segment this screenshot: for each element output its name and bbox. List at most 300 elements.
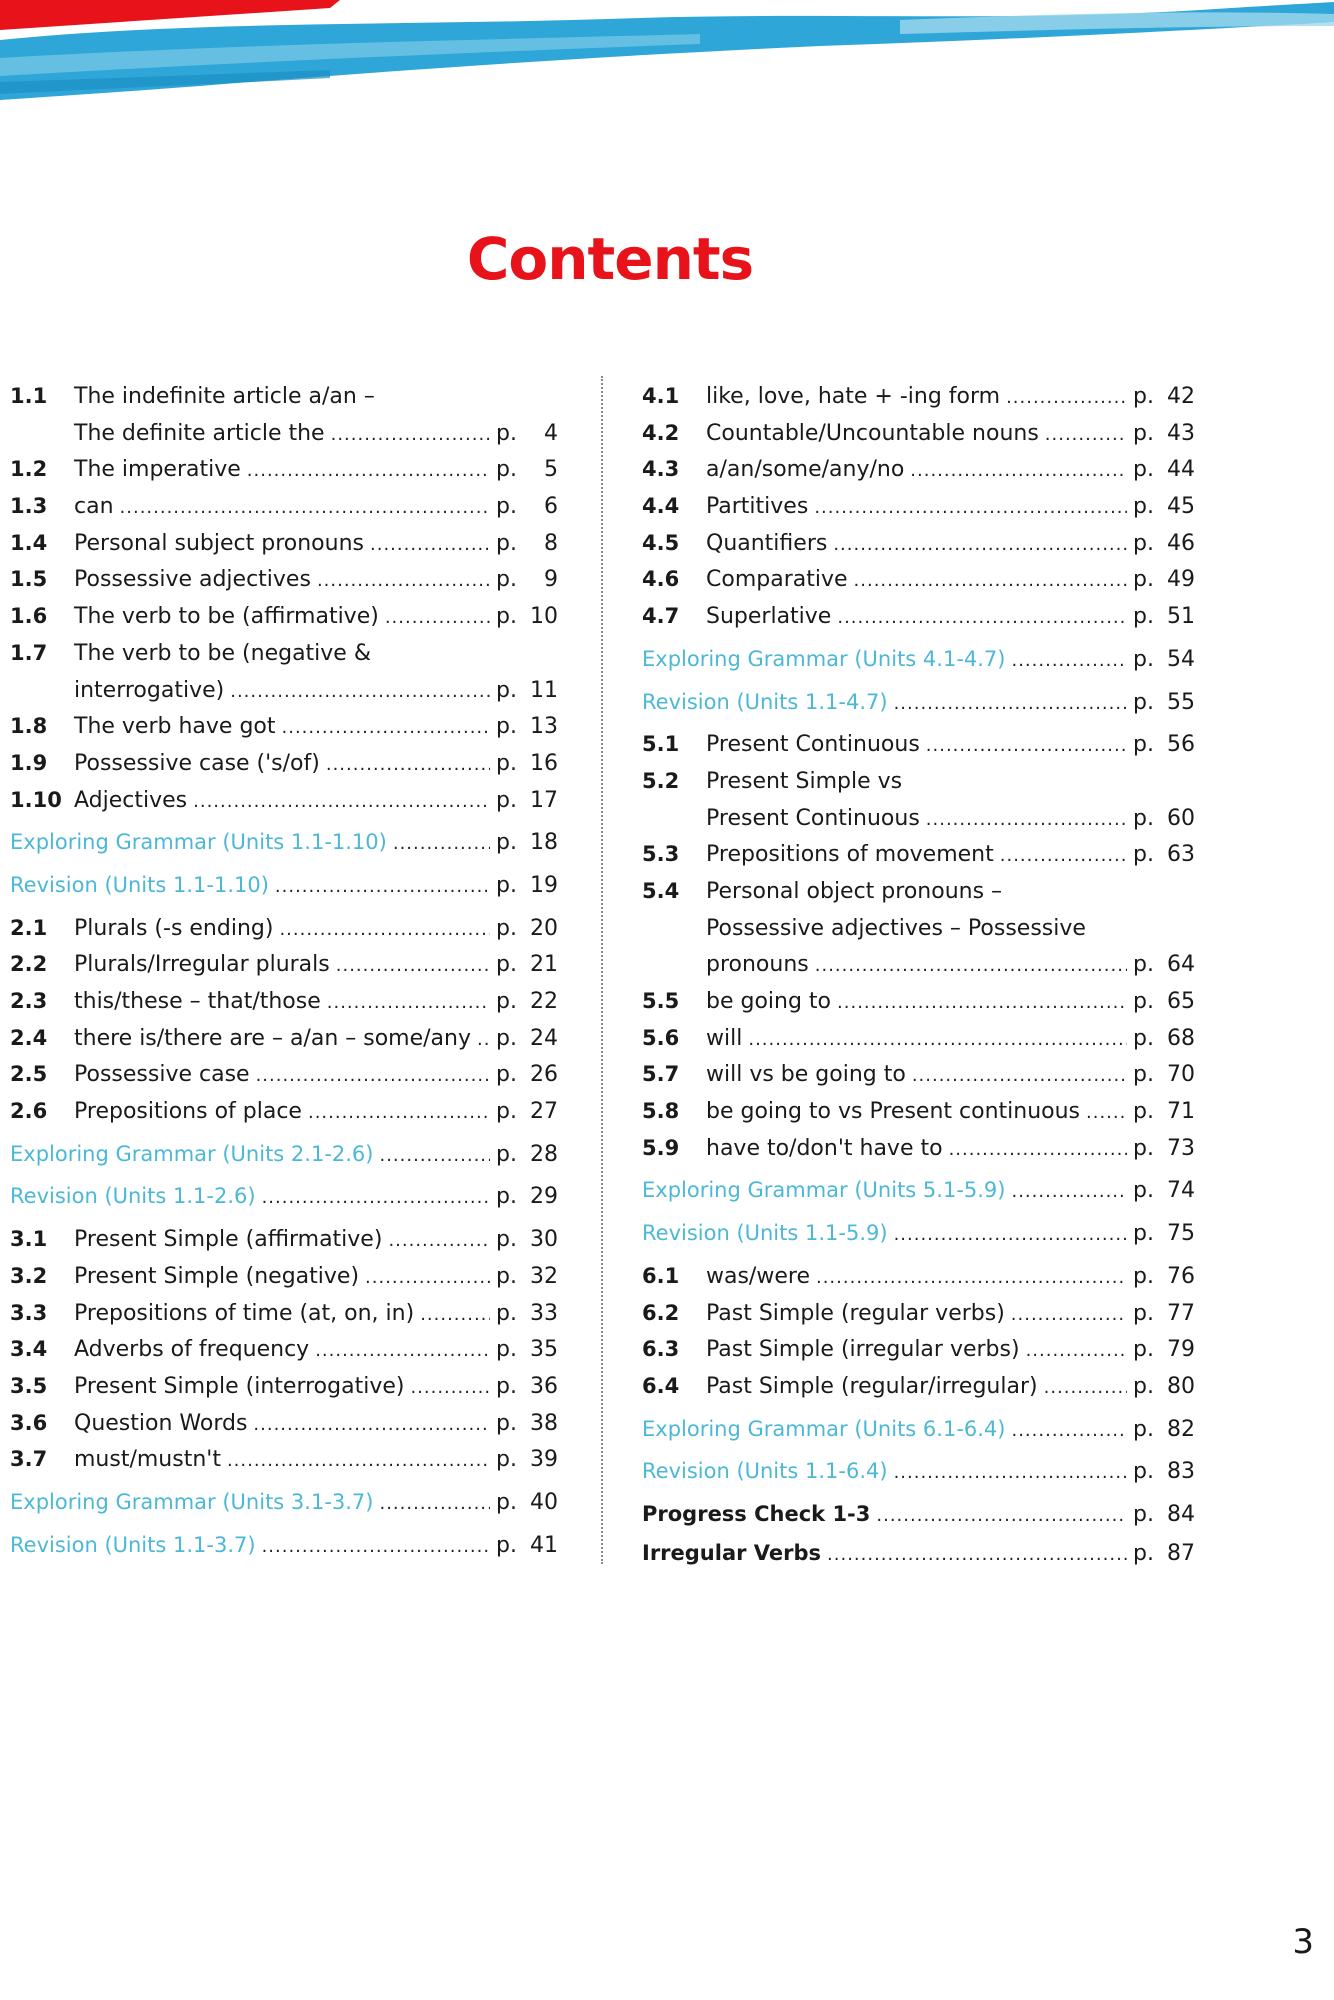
entry-title: Present Simple (affirmative) <box>74 1227 383 1253</box>
toc-section-entry <box>642 684 1195 721</box>
entry-title: Exploring Grammar (Units 5.1-5.9) <box>642 1178 1006 1203</box>
dot-leader <box>385 600 490 637</box>
toc-entry <box>10 488 558 525</box>
dot-leader <box>926 728 1127 765</box>
toc-row <box>642 641 1195 678</box>
entry-title: there is/there are – a/an – some/any <box>74 1025 471 1051</box>
dot-leader <box>365 1260 490 1297</box>
entry-title: Past Simple (regular verbs) <box>706 1300 1005 1326</box>
page-ref: 54 <box>1167 646 1195 672</box>
unit-number: 4.6 <box>642 567 680 592</box>
unit-number: 4.3 <box>642 457 680 482</box>
page-prefix: p. <box>1133 842 1154 868</box>
entry-title: Prepositions of movement <box>706 842 994 868</box>
toc-row <box>10 1093 558 1130</box>
page-ref: 70 <box>1167 1062 1195 1088</box>
dot-leader <box>388 1223 490 1260</box>
dot-leader <box>814 490 1127 527</box>
dot-leader <box>854 563 1127 600</box>
dot-leader <box>315 1333 490 1370</box>
page-prefix: p. <box>496 1337 517 1363</box>
page-ref: 19 <box>530 872 558 898</box>
toc-section-entry <box>642 1215 1195 1252</box>
toc-row <box>10 983 558 1020</box>
dot-leader <box>393 826 490 863</box>
page-prefix: p. <box>1133 494 1154 520</box>
page-ref: 46 <box>1167 530 1195 556</box>
toc-entry <box>10 1295 558 1332</box>
page-ref: 20 <box>530 915 558 941</box>
page-prefix: p. <box>496 1373 517 1399</box>
page-prefix: p. <box>1133 1025 1154 1051</box>
toc-entry <box>10 1441 558 1478</box>
page-prefix: p. <box>496 1184 517 1210</box>
page-ref: 56 <box>1167 732 1195 758</box>
unit-number: 3.3 <box>10 1300 48 1325</box>
page-prefix: p. <box>1133 1373 1154 1399</box>
toc-row <box>642 561 1195 598</box>
page-ref: 36 <box>530 1373 558 1399</box>
page-ref: 39 <box>530 1447 558 1473</box>
toc-entry <box>642 598 1195 635</box>
page-ref: 71 <box>1167 1099 1195 1125</box>
entry-title: must/mustn't <box>74 1447 221 1473</box>
toc-row <box>10 415 558 452</box>
toc-section-entry <box>10 824 558 861</box>
page-prefix: p. <box>1133 646 1154 672</box>
toc-entry <box>10 1368 558 1405</box>
toc-row <box>10 1221 558 1258</box>
toc-entry <box>10 946 558 983</box>
page-prefix: p. <box>1133 1540 1154 1566</box>
page-prefix: p. <box>496 1099 517 1125</box>
dot-leader <box>894 1455 1127 1492</box>
entry-title: was/were <box>706 1263 810 1289</box>
page-number: 3 <box>1292 1922 1314 1962</box>
unit-number: 3.7 <box>10 1447 48 1472</box>
entry-title: Possessive adjectives <box>74 567 311 593</box>
toc-row <box>642 800 1195 837</box>
page-prefix: p. <box>1133 1135 1154 1161</box>
dot-leader <box>748 1022 1127 1059</box>
page-prefix: p. <box>496 530 517 556</box>
entry-title: Adverbs of frequency <box>74 1337 310 1363</box>
page-prefix: p. <box>496 567 517 593</box>
toc-row <box>10 1441 558 1478</box>
column-divider <box>601 376 603 1564</box>
dot-leader <box>256 1058 490 1095</box>
dot-leader <box>816 1260 1127 1297</box>
dot-leader <box>1011 1174 1127 1211</box>
page-ref: 80 <box>1167 1373 1195 1399</box>
page-prefix: p. <box>1133 805 1154 831</box>
entry-title: Possessive adjectives – Possessive <box>706 915 1086 941</box>
entry-title: have to/don't have to <box>706 1135 943 1161</box>
page-prefix: p. <box>496 1263 517 1289</box>
dot-leader <box>379 1486 490 1523</box>
toc-row <box>642 836 1195 873</box>
dot-leader <box>477 1022 490 1059</box>
toc-entry <box>10 745 558 782</box>
page-prefix: p. <box>496 915 517 941</box>
toc-row <box>10 745 558 782</box>
page-ref: 76 <box>1167 1263 1195 1289</box>
dot-leader <box>833 527 1127 564</box>
unit-number: 1.2 <box>10 457 48 482</box>
toc-entry <box>642 983 1195 1020</box>
dot-leader <box>1011 643 1127 680</box>
page-ref: 13 <box>530 714 558 740</box>
page-prefix: p. <box>496 952 517 978</box>
toc-entry <box>642 378 1195 415</box>
page-prefix: p. <box>496 714 517 740</box>
toc-row <box>10 488 558 525</box>
entry-title: can <box>74 494 114 520</box>
toc-entry <box>642 451 1195 488</box>
page-prefix: p. <box>1133 952 1154 978</box>
entry-title: Comparative <box>706 567 848 593</box>
entry-title: The imperative <box>74 457 241 483</box>
toc-entry <box>642 1093 1195 1130</box>
page-ref: 79 <box>1167 1337 1195 1363</box>
entry-title: Exploring Grammar (Units 1.1-1.10) <box>10 830 387 855</box>
toc-row <box>10 1331 558 1368</box>
toc-bold-entry <box>642 1496 1195 1533</box>
entry-title: Possessive case ('s/of) <box>74 750 320 776</box>
page-prefix: p. <box>496 1489 517 1515</box>
toc-entry <box>10 525 558 562</box>
dot-leader <box>837 600 1127 637</box>
entry-title: Possessive case <box>74 1062 250 1088</box>
page-prefix: p. <box>1133 1221 1154 1247</box>
unit-number: 1.10 <box>10 787 62 812</box>
toc-row <box>10 1295 558 1332</box>
page-prefix: p. <box>496 1410 517 1436</box>
dot-leader <box>827 1537 1127 1574</box>
contents-left-column <box>10 378 558 1569</box>
page-ref: 32 <box>530 1263 558 1289</box>
entry-title: Past Simple (irregular verbs) <box>706 1337 1020 1363</box>
page-ref: 63 <box>1167 842 1195 868</box>
page-prefix: p. <box>496 872 517 898</box>
unit-number: 4.5 <box>642 530 680 555</box>
dot-leader <box>262 1180 490 1217</box>
entry-title: will <box>706 1025 743 1051</box>
toc-row <box>10 1056 558 1093</box>
dot-leader <box>1086 1095 1127 1132</box>
unit-number: 5.8 <box>642 1099 680 1124</box>
unit-number: 5.6 <box>642 1025 680 1050</box>
dot-leader <box>308 1095 490 1132</box>
entry-title: Exploring Grammar (Units 2.1-2.6) <box>10 1141 374 1166</box>
page-prefix: p. <box>1133 1300 1154 1326</box>
page-ref: 38 <box>530 1410 558 1436</box>
page-prefix: p. <box>1133 1178 1154 1204</box>
toc-entry <box>642 1258 1195 1295</box>
toc-row <box>10 672 558 709</box>
dot-leader <box>282 710 491 747</box>
unit-number: 2.6 <box>10 1099 48 1124</box>
toc-entry <box>10 983 558 1020</box>
unit-number: 2.3 <box>10 989 48 1013</box>
page-prefix: p. <box>1133 1062 1154 1088</box>
entry-title: Progress Check 1-3 <box>642 1501 871 1526</box>
entry-title: Personal subject pronouns <box>74 530 364 556</box>
toc-entry <box>10 635 558 708</box>
toc-bold-entry <box>642 1535 1195 1572</box>
entry-title: Present Simple (interrogative) <box>74 1373 405 1399</box>
toc-row <box>642 1172 1195 1209</box>
unit-number: 5.7 <box>642 1062 680 1087</box>
entry-title: Plurals/Irregular plurals <box>74 952 330 978</box>
page-prefix: p. <box>496 750 517 776</box>
page-ref: 26 <box>530 1062 558 1088</box>
unit-number: 1.6 <box>10 604 48 629</box>
toc-entry <box>10 1056 558 1093</box>
entry-title: Revision (Units 1.1-4.7) <box>642 689 888 714</box>
unit-number: 3.6 <box>10 1410 48 1435</box>
toc-entry <box>10 1020 558 1057</box>
entry-title: Revision (Units 1.1-5.9) <box>642 1221 888 1246</box>
entry-title: Prepositions of place <box>74 1099 302 1125</box>
page-ref: 77 <box>1167 1300 1195 1326</box>
page-ref: 33 <box>530 1300 558 1326</box>
dot-leader <box>120 490 490 527</box>
page-ref: 75 <box>1167 1221 1195 1247</box>
toc-row <box>10 1020 558 1057</box>
dot-leader <box>247 453 490 490</box>
entry-title: Superlative <box>706 604 832 630</box>
page-ref: 11 <box>530 677 558 703</box>
toc-row <box>10 910 558 947</box>
page-ref: 73 <box>1167 1135 1195 1161</box>
toc-entry <box>642 873 1195 983</box>
entry-title: Revision (Units 1.1-2.6) <box>10 1184 256 1209</box>
dot-leader <box>926 802 1127 839</box>
unit-number: 1.4 <box>10 530 48 555</box>
page-ref: 68 <box>1167 1025 1195 1051</box>
toc-row <box>642 1215 1195 1252</box>
unit-number: 3.2 <box>10 1263 48 1288</box>
toc-row <box>642 1411 1195 1448</box>
toc-entry <box>642 726 1195 763</box>
page-prefix: p. <box>1133 989 1154 1014</box>
entry-title: Present Continuous <box>706 732 920 758</box>
page-ref: 9 <box>544 567 558 593</box>
toc-row <box>642 1535 1195 1572</box>
entry-title: be going to vs Present continuous <box>706 1099 1081 1125</box>
page-ref: 16 <box>530 750 558 776</box>
toc-row <box>642 1295 1195 1332</box>
page-prefix: p. <box>496 1141 517 1167</box>
unit-number: 2.1 <box>10 915 48 940</box>
entry-title: The verb have got <box>74 714 276 740</box>
toc-entry <box>10 378 558 451</box>
toc-entry <box>10 451 558 488</box>
toc-entry <box>10 1093 558 1130</box>
page-ref: 6 <box>544 494 558 520</box>
entry-title: Prepositions of time (at, on, in) <box>74 1300 415 1326</box>
toc-entry <box>642 415 1195 452</box>
page-ref: 10 <box>530 604 558 630</box>
entry-title: Present Simple (negative) <box>74 1263 360 1289</box>
dot-leader <box>193 784 490 821</box>
dot-leader <box>227 1443 490 1480</box>
dot-leader <box>1000 838 1127 875</box>
page-prefix: p. <box>1133 1416 1154 1442</box>
entry-title: Past Simple (regular/irregular) <box>706 1373 1038 1399</box>
toc-entry <box>10 1258 558 1295</box>
page-ref: 45 <box>1167 494 1195 520</box>
unit-number: 4.4 <box>642 494 680 519</box>
page-prefix: p. <box>1133 1263 1154 1289</box>
entry-title: like, love, hate + -ing form <box>706 384 1001 409</box>
toc-row <box>642 1453 1195 1490</box>
page-prefix: p. <box>1133 732 1154 758</box>
page-ref: 41 <box>530 1532 558 1558</box>
contents-right-column <box>642 378 1195 1573</box>
page-prefix: p. <box>496 1532 517 1558</box>
toc-row <box>642 1368 1195 1405</box>
entry-title: Quantifiers <box>706 530 828 556</box>
toc-entry <box>642 525 1195 562</box>
unit-number: 4.2 <box>642 420 680 445</box>
page-prefix: p. <box>1133 567 1154 593</box>
unit-number: 3.1 <box>10 1227 48 1252</box>
toc-row <box>642 1020 1195 1057</box>
dot-leader <box>230 674 490 711</box>
page-prefix: p. <box>1133 1459 1154 1485</box>
dot-leader <box>1011 1413 1127 1450</box>
page-prefix: p. <box>1133 457 1154 483</box>
page-ref: 55 <box>1167 689 1195 715</box>
toc-row <box>10 824 558 861</box>
unit-number: 5.9 <box>642 1135 680 1160</box>
unit-number: 5.3 <box>642 842 680 867</box>
dot-leader <box>1006 380 1127 417</box>
toc-entry <box>10 598 558 635</box>
page-ref: 43 <box>1167 420 1195 446</box>
page-ref: 40 <box>530 1489 558 1515</box>
page-ref: 28 <box>530 1141 558 1167</box>
dot-leader <box>1045 417 1127 454</box>
toc-row <box>10 1178 558 1215</box>
toc-entry <box>642 488 1195 525</box>
unit-number: 1.8 <box>10 714 48 739</box>
unit-number: 5.5 <box>642 989 680 1013</box>
page-prefix: p. <box>1133 530 1154 556</box>
page-prefix: p. <box>1133 1337 1154 1363</box>
toc-row <box>10 708 558 745</box>
toc-row <box>642 1130 1195 1167</box>
entry-title: The definite article the <box>74 420 325 446</box>
toc-entry <box>642 1368 1195 1405</box>
page-ref: 8 <box>544 530 558 556</box>
page-prefix: p. <box>496 677 517 703</box>
dot-leader <box>410 1370 490 1407</box>
page-prefix: p. <box>496 1227 517 1253</box>
entry-title: Revision (Units 1.1-6.4) <box>642 1459 888 1484</box>
unit-number: 2.5 <box>10 1062 48 1087</box>
toc-row <box>10 598 558 635</box>
toc-entry <box>10 1221 558 1258</box>
page-prefix: p. <box>1133 420 1154 446</box>
toc-entry <box>642 1130 1195 1167</box>
entry-title: Exploring Grammar (Units 4.1-4.7) <box>642 646 1006 671</box>
page-prefix: p. <box>496 1447 517 1473</box>
toc-row <box>642 873 1195 910</box>
toc-row <box>642 726 1195 763</box>
entry-title: Partitives <box>706 494 809 520</box>
unit-number: 1.3 <box>10 494 48 519</box>
dot-leader <box>910 453 1127 490</box>
page-ref: 83 <box>1167 1459 1195 1485</box>
toc-row <box>642 525 1195 562</box>
toc-row <box>10 378 558 415</box>
dot-leader <box>837 985 1127 1022</box>
toc-row <box>642 910 1195 947</box>
page-prefix: p. <box>496 494 517 520</box>
dot-leader <box>1011 1297 1127 1334</box>
dot-leader <box>336 948 490 985</box>
unit-number: 3.4 <box>10 1337 48 1362</box>
toc-row <box>10 782 558 819</box>
page-prefix: p. <box>496 787 517 813</box>
page-ref: 17 <box>530 787 558 813</box>
page-ref: 24 <box>530 1025 558 1051</box>
toc-row <box>642 983 1195 1020</box>
toc-entry <box>10 1405 558 1442</box>
page-ref: 30 <box>530 1227 558 1253</box>
page-prefix: p. <box>1133 1501 1154 1527</box>
entry-title: Question Words <box>74 1410 248 1436</box>
page-ref: 22 <box>530 989 558 1014</box>
dot-leader <box>379 1138 490 1175</box>
page-prefix: p. <box>1133 1099 1154 1125</box>
toc-row <box>642 1258 1195 1295</box>
entry-title: Present Simple vs <box>706 768 903 794</box>
unit-number: 6.2 <box>642 1300 680 1325</box>
toc-entry <box>642 1331 1195 1368</box>
toc-entry <box>10 782 558 819</box>
dot-leader <box>275 869 490 906</box>
page-ref: 74 <box>1167 1178 1195 1204</box>
page-ref: 4 <box>544 420 558 446</box>
page-prefix: p. <box>496 1300 517 1326</box>
toc-row <box>642 1093 1195 1130</box>
toc-row <box>642 378 1195 415</box>
entry-title: this/these – that/those <box>74 989 321 1014</box>
toc-entry <box>642 836 1195 873</box>
unit-number: 4.1 <box>642 384 680 408</box>
entry-title: The verb to be (affirmative) <box>74 604 379 630</box>
unit-number: 6.1 <box>642 1263 680 1288</box>
toc-section-entry <box>642 641 1195 678</box>
toc-row <box>10 1484 558 1521</box>
toc-section-entry <box>642 1453 1195 1490</box>
dot-leader <box>279 912 490 949</box>
entry-title: Irregular Verbs <box>642 1540 822 1565</box>
toc-section-entry <box>10 867 558 904</box>
dot-leader <box>949 1132 1127 1169</box>
entry-title: Exploring Grammar (Units 6.1-6.4) <box>642 1416 1006 1441</box>
dot-leader <box>815 948 1127 985</box>
page-prefix: p. <box>496 989 517 1014</box>
entry-title: Countable/Uncountable nouns <box>706 420 1039 446</box>
page-prefix: p. <box>1133 689 1154 715</box>
toc-row <box>642 1331 1195 1368</box>
page-ref: 49 <box>1167 567 1195 593</box>
